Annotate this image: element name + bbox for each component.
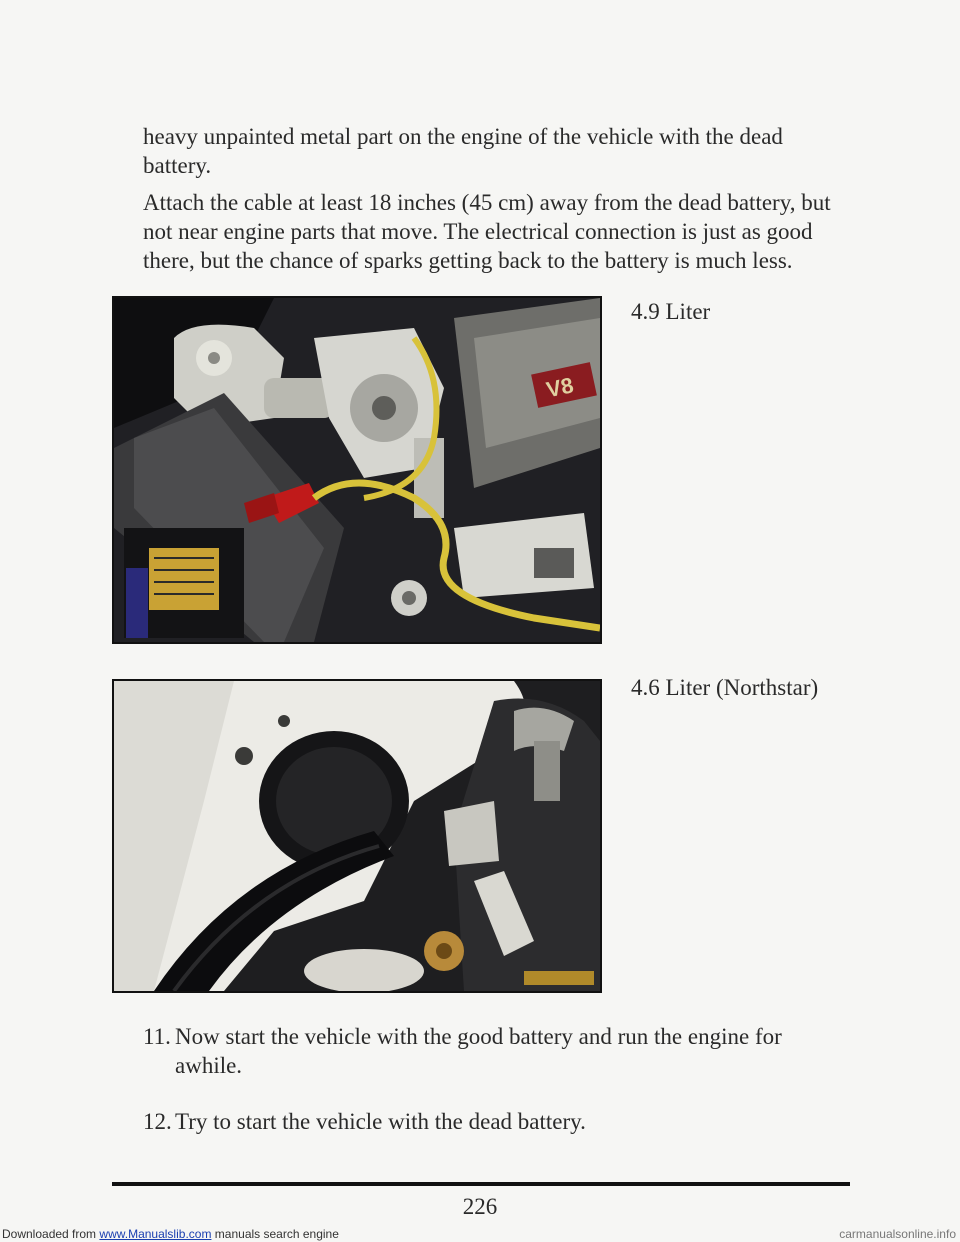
footer-source [2,1226,339,1242]
v8-badge: V8 [544,372,576,403]
engine-photo-4-9-illustration [114,298,600,642]
footer-prefix: Downloaded from [2,1227,97,1241]
step-number: 11. [143,1024,171,1049]
step-12 [143,1107,843,1136]
step-text: Now start the vehicle with the good battery and run the engine for [175,1024,782,1049]
engine-photo-4-6-illustration [114,681,600,991]
step-11 [143,1022,843,1080]
engine-photo-4-9-liter [112,296,602,644]
paragraph-cable-attach: Attach the cable at least 18 inches (45 cm) away from the dead battery, but not near engine parts that move. The electrical connection is just as good there, but the chance of sparks getting back to the battery is much less. [143,190,831,273]
page-number: 226 [462,1194,498,1219]
download-footer [0,1226,960,1242]
step-text-continued: awhile. [175,1053,243,1078]
step-number: 12. [143,1109,172,1134]
step-text: Try to start the vehicle with the dead battery. [175,1109,586,1134]
page-rule [112,1182,850,1186]
footer-suffix: manuals search engine [214,1227,339,1241]
manualslib-link[interactable]: www.Manualslib.com [99,1227,212,1241]
caption-4-6-liter-northstar: 4.6 Liter (Northstar) [631,675,819,700]
paragraph-continuation: heavy unpainted metal part on the engine of the vehicle with the dead battery. [143,124,783,178]
watermark: carmanualsonline.info [839,1227,956,1241]
engine-photo-4-6-liter-northstar [112,679,602,993]
caption-4-9-liter: 4.9 Liter [631,299,711,324]
